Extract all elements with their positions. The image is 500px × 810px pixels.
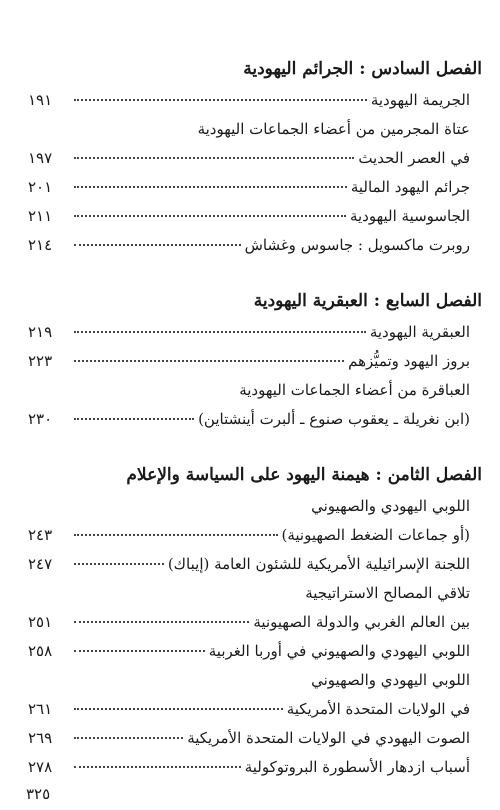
- entry-text: العباقرة من أعضاء الجماعات اليهودية: [239, 381, 470, 399]
- entry-text: الجريمة اليهودية: [370, 91, 470, 109]
- entry-page-number: ١٩٧: [28, 149, 53, 167]
- toc-entry: [28, 521, 482, 550]
- entry-text: بين العالم الغربي والدولة الصهيونية: [253, 613, 470, 631]
- toc-entry: [28, 376, 482, 405]
- entry-text: العبقرية اليهودية: [369, 323, 470, 341]
- dot-leader: [74, 418, 194, 420]
- entry-text: جرائم اليهود المالية: [350, 178, 470, 196]
- entry-page-number: ٢٥٨: [28, 642, 53, 660]
- entry-page-number: ٢١٩: [28, 323, 53, 341]
- entry-page-number: ٢٠١: [28, 178, 53, 196]
- toc-entry: [28, 666, 482, 695]
- entry-page-number: ٢١١: [28, 207, 53, 225]
- chapter-title: الفصل السابع : العبقرية اليهودية: [253, 291, 482, 311]
- entry-text: اللوبي اليهودي والصهيوني: [311, 497, 470, 515]
- toc-entry: [28, 115, 482, 144]
- toc-entry: [28, 144, 482, 173]
- entry-text: اللوبي اليهودي والصهيوني في أوربا الغربية: [208, 642, 470, 660]
- dot-leader: [74, 708, 283, 710]
- entry-page-number: ٢١٤: [28, 236, 53, 254]
- chapter-title: الفصل السادس : الجرائم اليهودية: [243, 59, 482, 79]
- chapter-title: الفصل الثامن : هيمنة اليهود على السياسة والإعلام: [126, 465, 482, 485]
- chapter-section: [28, 458, 482, 782]
- entry-text: في العصر الحديث: [358, 149, 470, 167]
- toc-entry: [28, 695, 482, 724]
- toc-entry: [28, 724, 482, 753]
- table-of-contents: [28, 52, 482, 782]
- entry-text: الجاسوسية اليهودية: [349, 207, 470, 225]
- toc-entry: [28, 405, 482, 434]
- dot-leader: [74, 563, 164, 565]
- toc-entry: [28, 608, 482, 637]
- entry-text: أسباب ازدهار الأسطورة البروتوكولية: [244, 758, 470, 776]
- toc-entry: [28, 579, 482, 608]
- dot-leader: [74, 534, 278, 536]
- dot-leader: [74, 186, 347, 188]
- toc-entry: [28, 86, 482, 115]
- chapter-section: [28, 284, 482, 434]
- entry-page-number: ٢٧٨: [28, 758, 53, 776]
- entry-page-number: ٢٤٧: [28, 555, 53, 573]
- dot-leader: [74, 650, 205, 652]
- toc-entry: [28, 202, 482, 231]
- entry-page-number: ٢٢٣: [28, 352, 53, 370]
- dot-leader: [74, 244, 241, 246]
- dot-leader: [74, 157, 354, 159]
- toc-entry: [28, 637, 482, 666]
- toc-entry: [28, 318, 482, 347]
- toc-entry: [28, 347, 482, 376]
- page-number: ٣٢٥: [26, 785, 51, 803]
- entry-text: اللجنة الإسرائيلية الأمريكية للشئون العامة (إيباك): [167, 555, 470, 573]
- entry-page-number: ٢٦١: [28, 700, 53, 718]
- dot-leader: [74, 737, 183, 739]
- chapter-section: [28, 52, 482, 260]
- dot-leader: [74, 766, 241, 768]
- entry-text: الصوت اليهودي في الولايات المتحدة الأمريكية: [187, 729, 470, 747]
- toc-entry: [28, 492, 482, 521]
- entry-text: في الولايات المتحدة الأمريكية: [286, 700, 470, 718]
- entry-text: عتاة المجرمين من أعضاء الجماعات اليهودية: [197, 120, 470, 138]
- dot-leader: [74, 215, 346, 217]
- dot-leader: [74, 360, 344, 362]
- toc-entry: [28, 550, 482, 579]
- dot-leader: [74, 331, 366, 333]
- dot-leader: [74, 99, 367, 101]
- entry-page-number: ٢٦٩: [28, 729, 53, 747]
- toc-entry: [28, 753, 482, 782]
- entry-page-number: ٢٥١: [28, 613, 53, 631]
- entry-text: بروز اليهود وتميُّزهم: [348, 352, 470, 370]
- dot-leader: [74, 621, 249, 623]
- entry-text: اللوبي اليهودي والصهيوني: [311, 671, 470, 689]
- chapter-spacer: [28, 260, 482, 284]
- entry-page-number: ١٩١: [28, 91, 53, 109]
- entry-text: روبرت ماكسويل : جاسوس وغشاش: [244, 236, 470, 254]
- entry-page-number: ٢٣٠: [28, 410, 53, 428]
- entry-text: تلاقي المصالح الاستراتيجية: [305, 584, 470, 602]
- toc-entry: [28, 173, 482, 202]
- toc-entry: [28, 231, 482, 260]
- entry-page-number: ٢٤٣: [28, 526, 53, 544]
- entry-text: (أو جماعات الضغط الصهيونية): [281, 526, 470, 544]
- entry-text: (ابن نغريلة ـ يعقوب صنوع ـ ألبرت أينشتاين): [198, 410, 470, 428]
- chapter-spacer: [28, 434, 482, 458]
